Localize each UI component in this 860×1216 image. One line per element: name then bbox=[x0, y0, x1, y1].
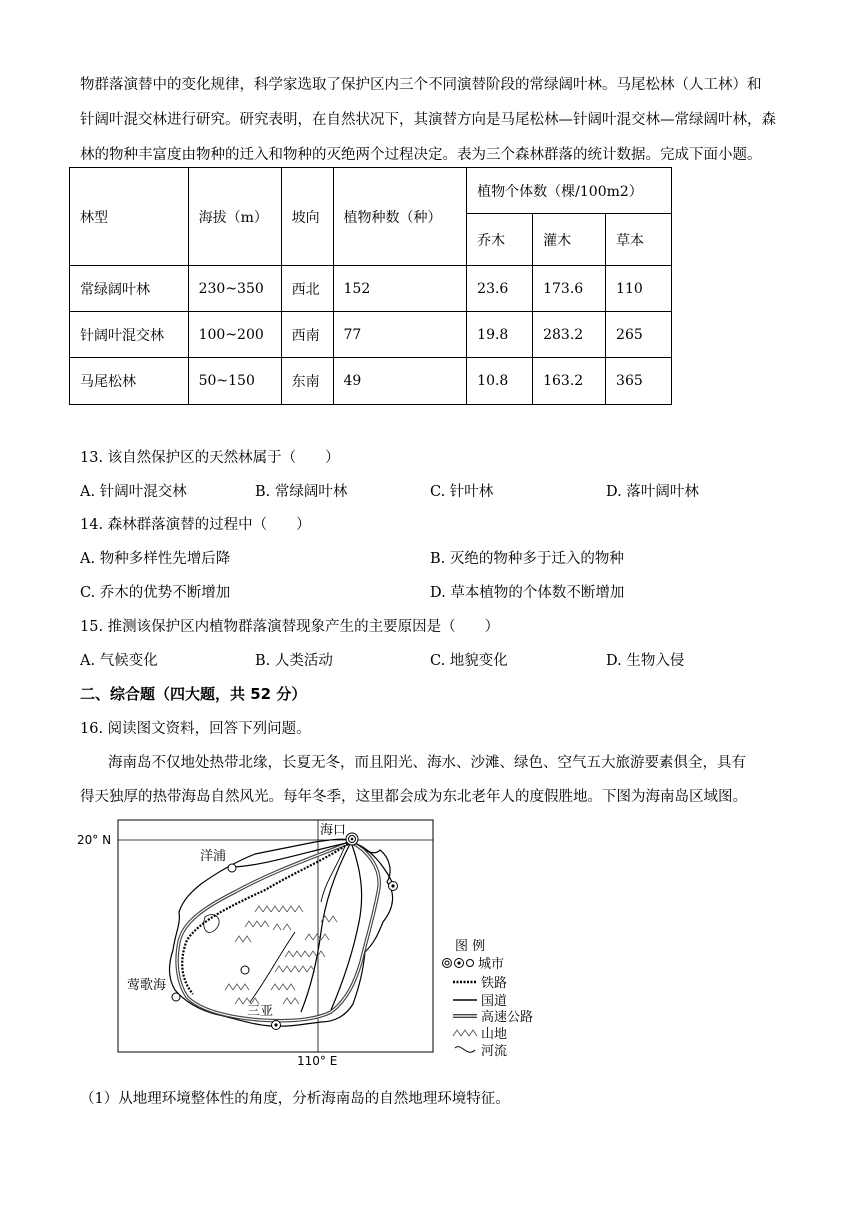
cell-herb: 365 bbox=[606, 358, 672, 405]
city-yangpu-marker bbox=[228, 864, 236, 872]
cell-species: 152 bbox=[333, 266, 467, 312]
city-east-marker bbox=[389, 882, 398, 891]
city-yinggehai-label: 莺歌海 bbox=[127, 978, 167, 993]
city-yinggehai-marker bbox=[172, 993, 180, 1001]
city-haikou-marker bbox=[346, 833, 358, 845]
map-legend bbox=[443, 939, 534, 1059]
cell-slope: 东南 bbox=[281, 358, 333, 405]
question-15-option-c[interactable]: C. 地貌变化 bbox=[430, 653, 508, 669]
legend-mountain: 山地 bbox=[481, 1027, 508, 1042]
legend-expressway: 高速公路 bbox=[481, 1010, 534, 1025]
question-13-option-c[interactable]: C. 针叶林 bbox=[430, 484, 494, 500]
header-species: 植物种数（种） bbox=[333, 168, 467, 266]
question-13-option-a[interactable]: A. 针阔叶混交林 bbox=[80, 484, 187, 500]
cell-shrub: 283.2 bbox=[533, 312, 606, 358]
cell-altitude: 50~150 bbox=[188, 358, 281, 405]
cell-slope: 西南 bbox=[281, 312, 333, 358]
legend-city: 城市 bbox=[478, 957, 505, 972]
cell-tree: 19.8 bbox=[467, 312, 533, 358]
intro-line-2: 针阔叶混交林进行研究。研究表明，在自然状况下，其演替方向是马尾松林—针阔叶混交林—常绿阔叶林，森 bbox=[80, 112, 776, 128]
intro-line-1: 物群落演替中的变化规律，科学家选取了保护区内三个不同演替阶段的常绿阔叶林。马尾松林（人工林）和 bbox=[80, 77, 762, 93]
city-haikou-label: 海口 bbox=[320, 823, 347, 838]
legend-river: 河流 bbox=[481, 1044, 508, 1059]
cell-type: 马尾松林 bbox=[70, 358, 189, 405]
river-2 bbox=[250, 932, 295, 1002]
cell-shrub: 163.2 bbox=[533, 358, 606, 405]
railway-line bbox=[182, 842, 351, 994]
header-shrub: 灌木 bbox=[533, 214, 606, 266]
cell-species: 49 bbox=[333, 358, 467, 405]
legend-title: 图 例 bbox=[455, 939, 486, 954]
question-16-para-line-2: 得天独厚的热带海岛自然风光。每年冬季，这里都会成为东北老年人的度假胜地。下图为海南岛区域图。 bbox=[80, 789, 747, 805]
question-14-option-c[interactable]: C. 乔木的优势不断增加 bbox=[80, 585, 231, 601]
question-14-stem: 14. 森林群落演替的过程中（ ） bbox=[80, 517, 311, 533]
question-14-option-b[interactable]: B. 灭绝的物种多于迁入的物种 bbox=[430, 551, 624, 567]
city-center-marker bbox=[241, 966, 249, 974]
expressway-line bbox=[177, 842, 379, 1021]
question-13-option-b[interactable]: B. 常绿阔叶林 bbox=[255, 484, 348, 500]
header-altitude: 海拔（m） bbox=[188, 168, 281, 266]
legend-mountain-icon bbox=[453, 1030, 477, 1036]
question-15-option-d[interactable]: D. 生物入侵 bbox=[606, 653, 685, 669]
header-forest-type: 林型 bbox=[70, 168, 189, 266]
cell-type: 常绿阔叶林 bbox=[70, 266, 189, 312]
question-13-stem: 13. 该自然保护区的天然林属于（ ） bbox=[80, 450, 340, 466]
header-tree: 乔木 bbox=[467, 214, 533, 266]
lat-label: 20° N bbox=[77, 833, 112, 847]
legend-railway: 铁路 bbox=[481, 976, 508, 991]
header-individuals: 植物个体数（棵/100m2） bbox=[467, 168, 672, 214]
city-sanya-marker bbox=[272, 1021, 281, 1030]
question-15-stem: 15. 推测该保护区内植物群落演替现象产生的主要原因是（ ） bbox=[80, 619, 500, 635]
header-slope: 坡向 bbox=[281, 168, 333, 266]
cell-tree: 10.8 bbox=[467, 358, 533, 405]
island-outline bbox=[170, 839, 393, 1026]
header-herb: 草本 bbox=[606, 214, 672, 266]
question-14-option-a[interactable]: A. 物种多样性先增后降 bbox=[80, 551, 231, 567]
legend-river-icon bbox=[455, 1047, 475, 1053]
table-row bbox=[70, 312, 672, 358]
legend-city-icon bbox=[443, 959, 474, 968]
intro-line-3: 林的物种丰富度由物种的迁入和物种的灭绝两个过程决定。表为三个森林群落的统计数据。完成下面小题。 bbox=[80, 147, 762, 163]
lon-label: 110° E bbox=[297, 1054, 338, 1068]
table-row bbox=[70, 358, 672, 405]
cell-herb: 265 bbox=[606, 312, 672, 358]
cell-slope: 西北 bbox=[281, 266, 333, 312]
question-14-option-d[interactable]: D. 草本植物的个体数不断增加 bbox=[430, 585, 625, 601]
cell-herb: 110 bbox=[606, 266, 672, 312]
cell-shrub: 173.6 bbox=[533, 266, 606, 312]
question-16-stem: 16. 阅读图文资料，回答下列问题。 bbox=[80, 721, 311, 737]
question-16-sub-1: （1）从地理环境整体性的角度，分析海南岛的自然地理环境特征。 bbox=[80, 1091, 510, 1107]
question-13-option-d[interactable]: D. 落叶阔叶林 bbox=[606, 484, 699, 500]
city-sanya-label: 三亚 bbox=[247, 1004, 274, 1019]
hainan-map bbox=[75, 812, 575, 1074]
mountain-symbols bbox=[225, 906, 337, 1004]
cell-type: 针阔叶混交林 bbox=[70, 312, 189, 358]
forest-stats-table bbox=[69, 167, 672, 405]
question-15-option-b[interactable]: B. 人类活动 bbox=[255, 653, 333, 669]
question-15-option-a[interactable]: A. 气候变化 bbox=[80, 653, 158, 669]
cell-altitude: 100~200 bbox=[188, 312, 281, 358]
map-frame bbox=[118, 820, 433, 1052]
cell-altitude: 230~350 bbox=[188, 266, 281, 312]
cell-species: 77 bbox=[333, 312, 467, 358]
section-2-title: 二、综合题（四大题，共 52 分） bbox=[80, 685, 307, 703]
city-yangpu-label: 洋浦 bbox=[200, 849, 227, 864]
table-row bbox=[70, 266, 672, 312]
legend-national-road: 国道 bbox=[481, 994, 508, 1009]
question-16-para-line-1: 海南岛不仅地处热带北缘，长夏无冬，而且阳光、海水、沙滩、绿色、空气五大旅游要素俱全，具有 bbox=[108, 755, 746, 771]
cell-tree: 23.6 bbox=[467, 266, 533, 312]
